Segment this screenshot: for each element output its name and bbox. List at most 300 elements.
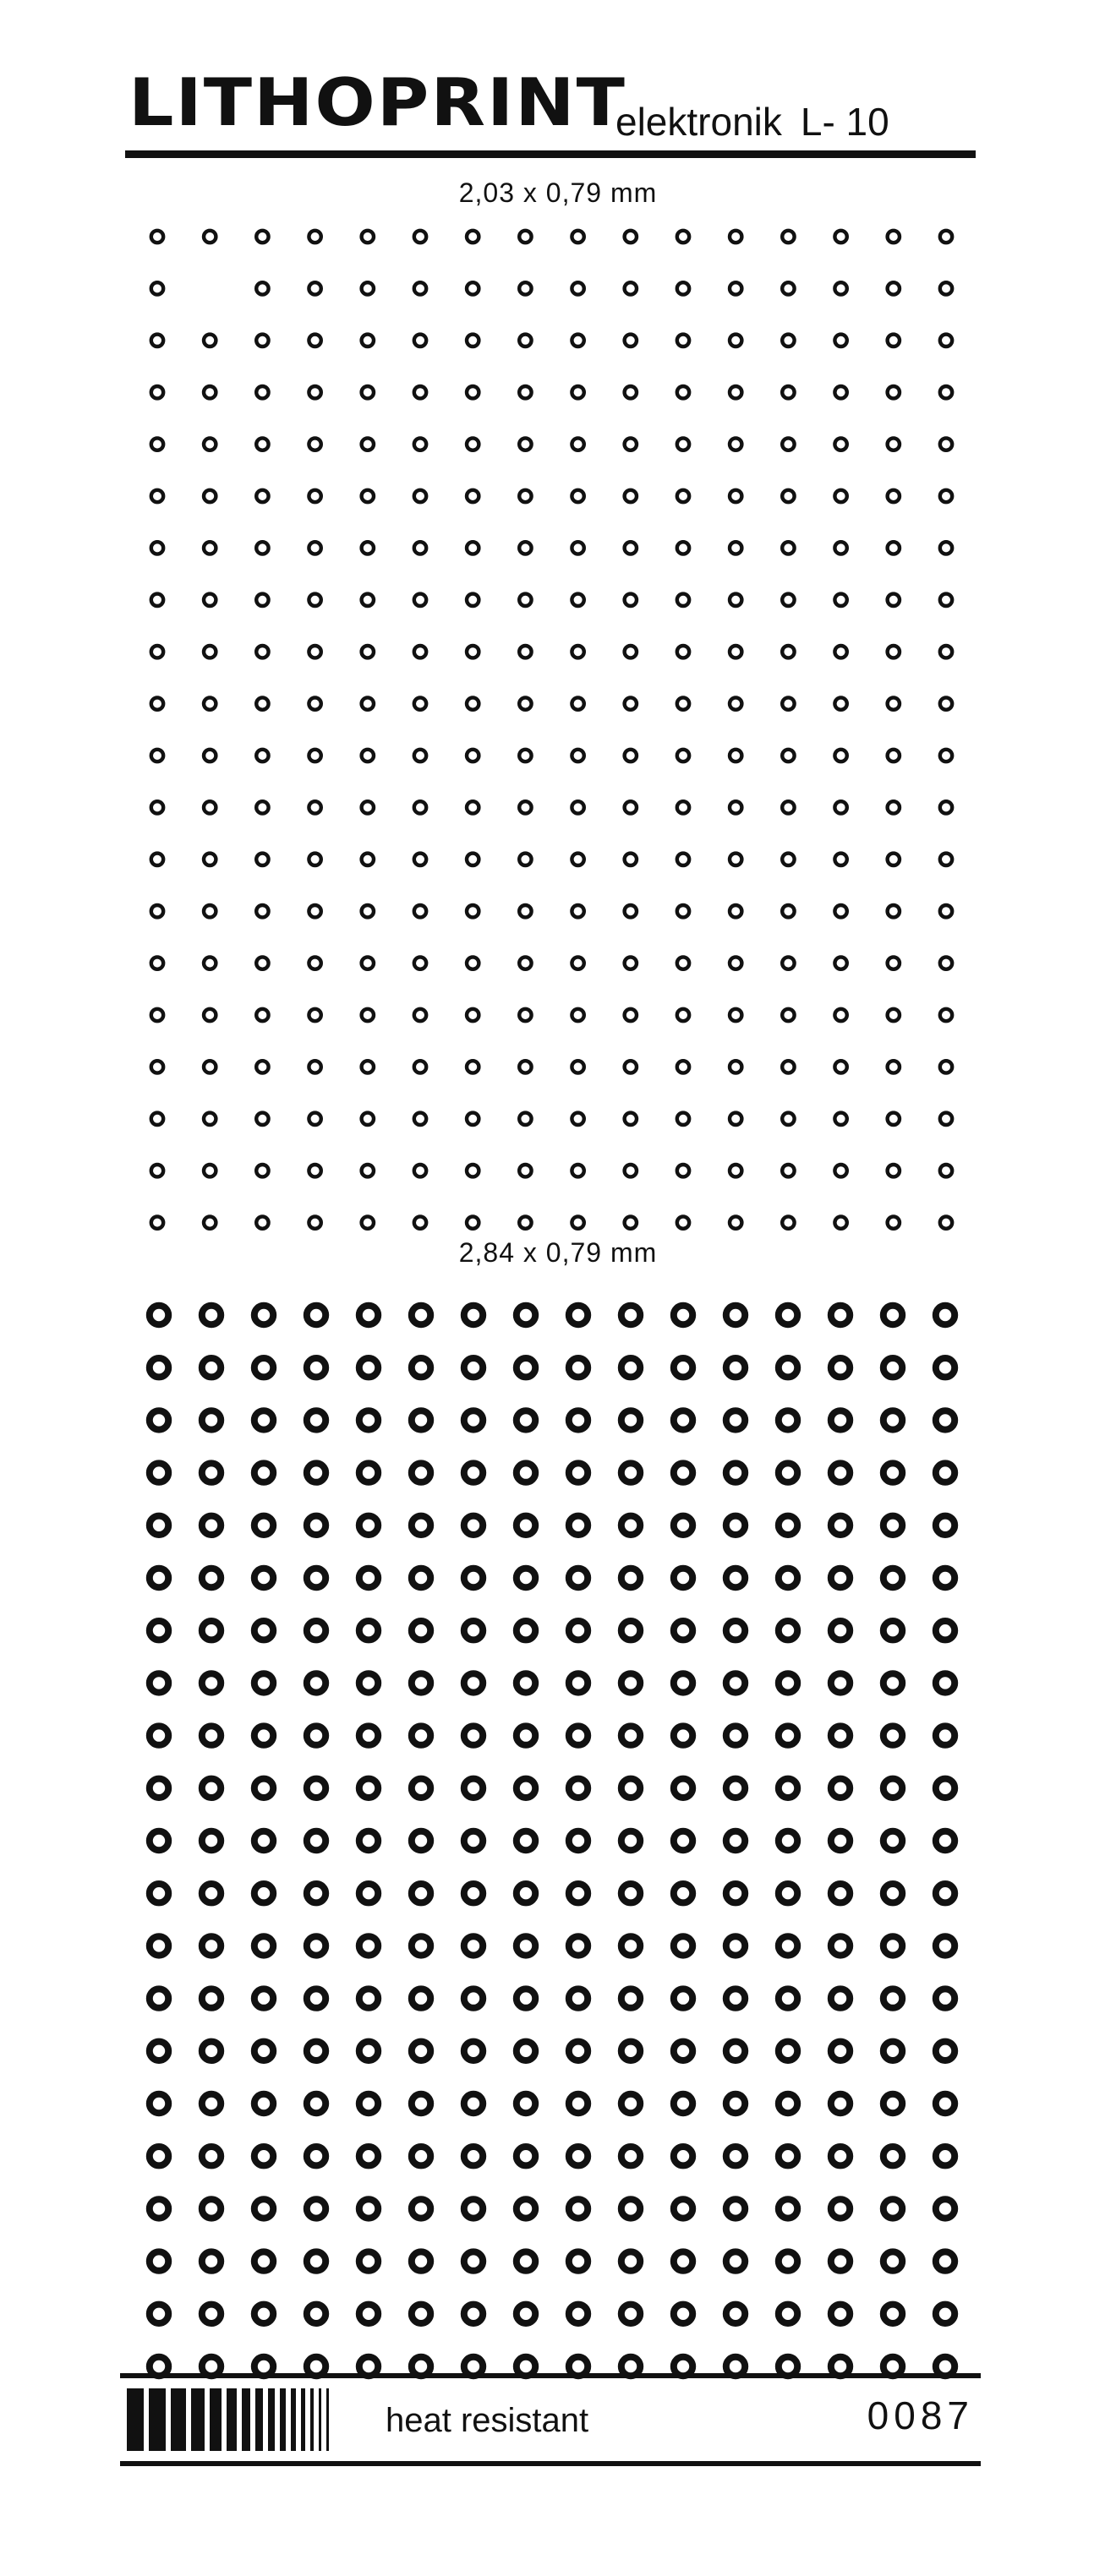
solder-pad bbox=[888, 231, 900, 243]
solder-pad bbox=[464, 1831, 483, 1850]
solder-pad bbox=[359, 1726, 378, 1744]
solder-pad bbox=[572, 905, 583, 917]
solder-pad bbox=[467, 386, 479, 398]
solder-pad bbox=[779, 2199, 797, 2218]
solder-pad bbox=[677, 750, 689, 761]
solder-pad bbox=[204, 490, 216, 502]
solder-pad bbox=[464, 2199, 483, 2218]
solder-pad bbox=[150, 1989, 168, 2007]
solder-pad bbox=[307, 1831, 326, 1850]
solder-pad bbox=[151, 542, 163, 554]
solder-pad bbox=[936, 1884, 955, 1902]
solder-pad bbox=[359, 2251, 378, 2270]
solder-pad bbox=[307, 1673, 326, 1692]
solder-pad bbox=[936, 1936, 955, 1955]
solder-pad bbox=[204, 646, 216, 658]
solder-pad bbox=[151, 1216, 163, 1228]
solder-pad bbox=[621, 1831, 640, 1850]
solder-pad bbox=[256, 282, 268, 294]
solder-pad bbox=[414, 801, 426, 813]
solder-pad bbox=[782, 1113, 794, 1125]
solder-pad bbox=[621, 2305, 640, 2323]
solder-pad bbox=[674, 1569, 692, 1587]
solder-pad bbox=[779, 1463, 797, 1482]
solder-pad bbox=[569, 2251, 588, 2270]
solder-pad bbox=[936, 1726, 955, 1744]
solder-pad bbox=[621, 1569, 640, 1587]
solder-pad bbox=[831, 2147, 850, 2165]
solder-pad bbox=[204, 1061, 216, 1072]
solder-pad bbox=[625, 1061, 637, 1072]
solder-pad bbox=[309, 697, 320, 709]
solder-pad bbox=[834, 1216, 846, 1228]
solder-pad bbox=[674, 2042, 692, 2060]
solder-pad bbox=[677, 490, 689, 502]
solder-pad bbox=[730, 750, 741, 761]
solder-pad bbox=[674, 1621, 692, 1640]
section-1-label: 2,03 x 0,79 mm bbox=[458, 177, 658, 208]
solder-pad bbox=[254, 1411, 273, 1429]
solder-pad bbox=[517, 1779, 535, 1798]
solder-pad bbox=[730, 1061, 741, 1072]
solder-pad bbox=[467, 1165, 479, 1176]
solder-pad bbox=[517, 1884, 535, 1902]
solder-pad bbox=[414, 750, 426, 761]
solder-pad bbox=[256, 957, 268, 969]
solder-pad bbox=[831, 2305, 850, 2323]
solder-pad bbox=[254, 1569, 273, 1587]
solder-pad bbox=[150, 1726, 168, 1744]
solder-pad bbox=[309, 386, 320, 398]
solder-pad bbox=[625, 386, 637, 398]
solder-pad bbox=[569, 1884, 588, 1902]
solder-pad bbox=[204, 594, 216, 606]
solder-pad bbox=[621, 1516, 640, 1535]
solder-pad bbox=[256, 801, 268, 813]
solder-pad bbox=[254, 2251, 273, 2270]
solder-pad bbox=[309, 231, 320, 243]
solder-pad bbox=[779, 1411, 797, 1429]
solder-pad bbox=[254, 1831, 273, 1850]
solder-pad bbox=[572, 1165, 583, 1176]
solder-pad bbox=[309, 490, 320, 502]
solder-pad bbox=[359, 1358, 378, 1377]
solder-pad bbox=[202, 1516, 221, 1535]
solder-pad bbox=[834, 750, 846, 761]
solder-pad bbox=[517, 1569, 535, 1587]
solder-pad bbox=[254, 1884, 273, 1902]
solder-pad bbox=[940, 594, 952, 606]
solder-pad bbox=[309, 854, 320, 865]
solder-pad bbox=[569, 1621, 588, 1640]
solder-pad bbox=[884, 1726, 902, 1744]
solder-pad bbox=[834, 854, 846, 865]
solder-pad bbox=[726, 1621, 745, 1640]
solder-pad bbox=[151, 231, 163, 243]
solder-pad bbox=[779, 1936, 797, 1955]
footer-rule-top bbox=[120, 2373, 981, 2378]
solder-pad bbox=[888, 490, 900, 502]
solder-pad bbox=[730, 697, 741, 709]
solder-pad bbox=[831, 1463, 850, 1482]
solder-pad bbox=[782, 957, 794, 969]
solder-pad bbox=[202, 2094, 221, 2113]
solder-pad bbox=[362, 1165, 374, 1176]
solder-pad bbox=[467, 231, 479, 243]
solder-pad bbox=[625, 490, 637, 502]
solder-pad bbox=[359, 1779, 378, 1798]
solder-pad bbox=[621, 1306, 640, 1324]
solder-pad bbox=[569, 2199, 588, 2218]
solder-pad bbox=[464, 1621, 483, 1640]
solder-pad bbox=[414, 697, 426, 709]
solder-pad bbox=[569, 2042, 588, 2060]
solder-pad bbox=[519, 438, 531, 450]
solder-pad bbox=[412, 1621, 430, 1640]
solder-pad bbox=[414, 542, 426, 554]
solder-pad bbox=[517, 1621, 535, 1640]
solder-pad bbox=[414, 438, 426, 450]
solder-pad bbox=[414, 1009, 426, 1021]
solder-pad bbox=[150, 1936, 168, 1955]
solder-pad bbox=[782, 1216, 794, 1228]
solder-pad bbox=[464, 1884, 483, 1902]
solder-pad bbox=[834, 594, 846, 606]
solder-pad bbox=[517, 1358, 535, 1377]
solder-pad bbox=[677, 801, 689, 813]
solder-pad bbox=[572, 801, 583, 813]
solder-pad bbox=[309, 438, 320, 450]
solder-pad bbox=[359, 1621, 378, 1640]
solder-pad bbox=[726, 1884, 745, 1902]
solder-pad bbox=[569, 1569, 588, 1587]
solder-pad bbox=[884, 2199, 902, 2218]
solder-pad bbox=[414, 1216, 426, 1228]
solder-pad bbox=[674, 1936, 692, 1955]
solder-pad bbox=[256, 1216, 268, 1228]
solder-pad bbox=[726, 1831, 745, 1850]
product-code: 0087 bbox=[867, 2393, 974, 2437]
solder-pad bbox=[726, 2199, 745, 2218]
solder-pad bbox=[309, 542, 320, 554]
solder-pad bbox=[940, 1165, 952, 1176]
solder-pad bbox=[150, 2199, 168, 2218]
solder-pad bbox=[359, 1673, 378, 1692]
solder-pad bbox=[569, 1779, 588, 1798]
solder-pad bbox=[888, 594, 900, 606]
solder-pad bbox=[517, 2305, 535, 2323]
solder-pad bbox=[362, 594, 374, 606]
solder-pad bbox=[202, 1779, 221, 1798]
solder-pad bbox=[412, 1516, 430, 1535]
solder-pad bbox=[782, 1009, 794, 1021]
solder-pad bbox=[362, 542, 374, 554]
solder-pad bbox=[884, 1989, 902, 2007]
solder-pad bbox=[467, 335, 479, 347]
solder-pad bbox=[359, 1831, 378, 1850]
solder-pad bbox=[726, 1936, 745, 1955]
solder-pad bbox=[519, 957, 531, 969]
solder-pad bbox=[936, 2147, 955, 2165]
solder-pad bbox=[730, 386, 741, 398]
solder-pad bbox=[625, 697, 637, 709]
solder-pad bbox=[782, 905, 794, 917]
solder-pad bbox=[940, 854, 952, 865]
solder-pad bbox=[940, 1061, 952, 1072]
solder-pad bbox=[677, 438, 689, 450]
solder-pad bbox=[151, 1113, 163, 1125]
solder-pad bbox=[621, 1989, 640, 2007]
solder-pad bbox=[151, 854, 163, 865]
solder-pad bbox=[412, 1463, 430, 1482]
solder-pad bbox=[309, 1061, 320, 1072]
solder-pad bbox=[414, 957, 426, 969]
solder-pad bbox=[730, 854, 741, 865]
solder-pad bbox=[202, 2042, 221, 2060]
solder-pad bbox=[674, 1831, 692, 1850]
solder-pad bbox=[572, 386, 583, 398]
solder-pad bbox=[936, 2094, 955, 2113]
solder-pad bbox=[730, 231, 741, 243]
solder-pad bbox=[677, 1113, 689, 1125]
solder-pad bbox=[412, 1884, 430, 1902]
solder-pad bbox=[467, 490, 479, 502]
solder-pad bbox=[834, 335, 846, 347]
solder-pad bbox=[362, 438, 374, 450]
solder-pad bbox=[202, 1306, 221, 1324]
solder-pad bbox=[572, 1009, 583, 1021]
solder-pad bbox=[625, 1165, 637, 1176]
solder-pad bbox=[569, 1306, 588, 1324]
solder-pad bbox=[782, 854, 794, 865]
solder-pad bbox=[888, 542, 900, 554]
solder-pad bbox=[621, 1673, 640, 1692]
solder-pad bbox=[151, 282, 163, 294]
solder-pad bbox=[254, 2199, 273, 2218]
solder-pad bbox=[936, 1306, 955, 1324]
section-2-label: 2,84 x 0,79 mm bbox=[458, 1237, 658, 1268]
solder-pad bbox=[569, 1516, 588, 1535]
solder-pad bbox=[726, 1779, 745, 1798]
solder-pad bbox=[414, 594, 426, 606]
solder-pad bbox=[730, 335, 741, 347]
solder-pad bbox=[569, 2305, 588, 2323]
solder-pad bbox=[519, 1113, 531, 1125]
solder-pad bbox=[779, 1516, 797, 1535]
solder-pad bbox=[412, 1673, 430, 1692]
solder-pad bbox=[151, 1061, 163, 1072]
solder-pad bbox=[204, 1009, 216, 1021]
solder-pad bbox=[572, 750, 583, 761]
solder-pad bbox=[625, 957, 637, 969]
solder-pad bbox=[884, 2251, 902, 2270]
solder-pad bbox=[621, 1411, 640, 1429]
solder-pad bbox=[779, 2305, 797, 2323]
solder-pad bbox=[677, 957, 689, 969]
solder-pad bbox=[726, 1463, 745, 1482]
solder-pad bbox=[517, 2042, 535, 2060]
solder-pad bbox=[831, 1673, 850, 1692]
solder-pad bbox=[569, 1673, 588, 1692]
solder-pad bbox=[202, 1463, 221, 1482]
solder-pad bbox=[569, 1463, 588, 1482]
solder-pad bbox=[307, 1621, 326, 1640]
solder-pad bbox=[782, 697, 794, 709]
solder-pad bbox=[254, 2042, 273, 2060]
solder-pad bbox=[677, 542, 689, 554]
solder-pad bbox=[884, 2305, 902, 2323]
solder-pad bbox=[414, 1165, 426, 1176]
solder-pad bbox=[834, 282, 846, 294]
solder-pad bbox=[412, 2199, 430, 2218]
solder-pad bbox=[834, 646, 846, 658]
solder-pad bbox=[202, 1673, 221, 1692]
solder-pad bbox=[412, 1726, 430, 1744]
barcode-icon bbox=[127, 2388, 355, 2451]
solder-pad bbox=[359, 2042, 378, 2060]
solder-pad bbox=[150, 1831, 168, 1850]
solder-pad bbox=[254, 1673, 273, 1692]
solder-pad bbox=[414, 335, 426, 347]
solder-pad bbox=[309, 1113, 320, 1125]
solder-pad bbox=[674, 2147, 692, 2165]
solder-pad bbox=[831, 1621, 850, 1640]
solder-pad bbox=[730, 1165, 741, 1176]
solder-pad bbox=[888, 1061, 900, 1072]
solder-pad bbox=[940, 905, 952, 917]
solder-pad bbox=[519, 1061, 531, 1072]
solder-pad bbox=[464, 1306, 483, 1324]
solder-pad bbox=[779, 1831, 797, 1850]
solder-pad bbox=[519, 801, 531, 813]
solder-pad bbox=[884, 1621, 902, 1640]
solder-pad bbox=[888, 282, 900, 294]
solder-pad bbox=[888, 854, 900, 865]
solder-pad bbox=[779, 2251, 797, 2270]
solder-pad bbox=[309, 335, 320, 347]
solder-pad bbox=[151, 438, 163, 450]
solder-pad bbox=[362, 231, 374, 243]
solder-pad bbox=[151, 646, 163, 658]
solder-pad bbox=[625, 750, 637, 761]
solder-pad bbox=[677, 697, 689, 709]
solder-pad bbox=[572, 1061, 583, 1072]
solder-pad bbox=[256, 1009, 268, 1021]
solder-pad bbox=[888, 335, 900, 347]
solder-pad bbox=[467, 750, 479, 761]
solder-pad bbox=[782, 386, 794, 398]
solder-pad bbox=[467, 594, 479, 606]
solder-pad bbox=[150, 1621, 168, 1640]
solder-pad bbox=[834, 490, 846, 502]
solder-pad bbox=[831, 2094, 850, 2113]
solder-pad bbox=[940, 231, 952, 243]
solder-pad bbox=[202, 1884, 221, 1902]
solder-pad bbox=[621, 2094, 640, 2113]
solder-pad bbox=[467, 801, 479, 813]
solder-pad bbox=[204, 1113, 216, 1125]
solder-pad bbox=[412, 2251, 430, 2270]
solder-pad bbox=[467, 697, 479, 709]
solder-pad bbox=[467, 646, 479, 658]
solder-pad bbox=[307, 2199, 326, 2218]
solder-pad bbox=[362, 957, 374, 969]
solder-pad bbox=[202, 1358, 221, 1377]
solder-pad bbox=[309, 957, 320, 969]
solder-pad bbox=[674, 1516, 692, 1535]
solder-pad bbox=[779, 2094, 797, 2113]
solder-pad bbox=[359, 1306, 378, 1324]
solder-pad bbox=[625, 542, 637, 554]
solder-pad bbox=[940, 1009, 952, 1021]
solder-pad bbox=[412, 2147, 430, 2165]
solder-pad bbox=[254, 1516, 273, 1535]
solder-pad bbox=[569, 2094, 588, 2113]
solder-pad bbox=[936, 1673, 955, 1692]
small-pad-grid bbox=[151, 231, 952, 1229]
solder-pad bbox=[150, 1463, 168, 1482]
solder-pad bbox=[677, 335, 689, 347]
solder-pad bbox=[779, 1569, 797, 1587]
solder-pad bbox=[884, 1673, 902, 1692]
solder-pad bbox=[359, 1569, 378, 1587]
solder-pad bbox=[362, 750, 374, 761]
solder-pad bbox=[779, 1358, 797, 1377]
solder-pad bbox=[359, 2305, 378, 2323]
solder-pad bbox=[464, 1673, 483, 1692]
solder-pad bbox=[730, 1113, 741, 1125]
solder-pad bbox=[150, 1569, 168, 1587]
solder-pad bbox=[569, 1726, 588, 1744]
solder-pad bbox=[884, 1516, 902, 1535]
solder-pad bbox=[884, 1358, 902, 1377]
solder-pad bbox=[519, 282, 531, 294]
solder-pad bbox=[517, 1516, 535, 1535]
solder-pad bbox=[204, 1216, 216, 1228]
solder-pad bbox=[779, 1884, 797, 1902]
solder-pad bbox=[519, 335, 531, 347]
solder-pad bbox=[940, 1113, 952, 1125]
solder-pad bbox=[517, 1411, 535, 1429]
solder-pad bbox=[940, 697, 952, 709]
solder-pad bbox=[362, 854, 374, 865]
solder-pad bbox=[307, 1463, 326, 1482]
solder-pad bbox=[307, 1358, 326, 1377]
subtitle-label: elektronik bbox=[615, 100, 782, 144]
solder-pad bbox=[831, 2251, 850, 2270]
solder-pad bbox=[202, 1621, 221, 1640]
solder-pad bbox=[884, 2147, 902, 2165]
solder-pad bbox=[834, 1165, 846, 1176]
solder-pad bbox=[204, 386, 216, 398]
solder-pad bbox=[151, 750, 163, 761]
solder-pad bbox=[204, 957, 216, 969]
solder-pad bbox=[519, 594, 531, 606]
solder-pad bbox=[572, 1216, 583, 1228]
solder-pad bbox=[359, 1516, 378, 1535]
solder-pad bbox=[674, 1673, 692, 1692]
solder-pad bbox=[726, 1989, 745, 2007]
solder-pad bbox=[621, 1358, 640, 1377]
solder-pad bbox=[831, 2199, 850, 2218]
solder-pad bbox=[674, 1779, 692, 1798]
solder-pad bbox=[625, 854, 637, 865]
solder-pad bbox=[150, 2305, 168, 2323]
solder-pad bbox=[254, 2147, 273, 2165]
solder-pad bbox=[730, 905, 741, 917]
solder-pad bbox=[309, 594, 320, 606]
solder-pad bbox=[831, 1358, 850, 1377]
